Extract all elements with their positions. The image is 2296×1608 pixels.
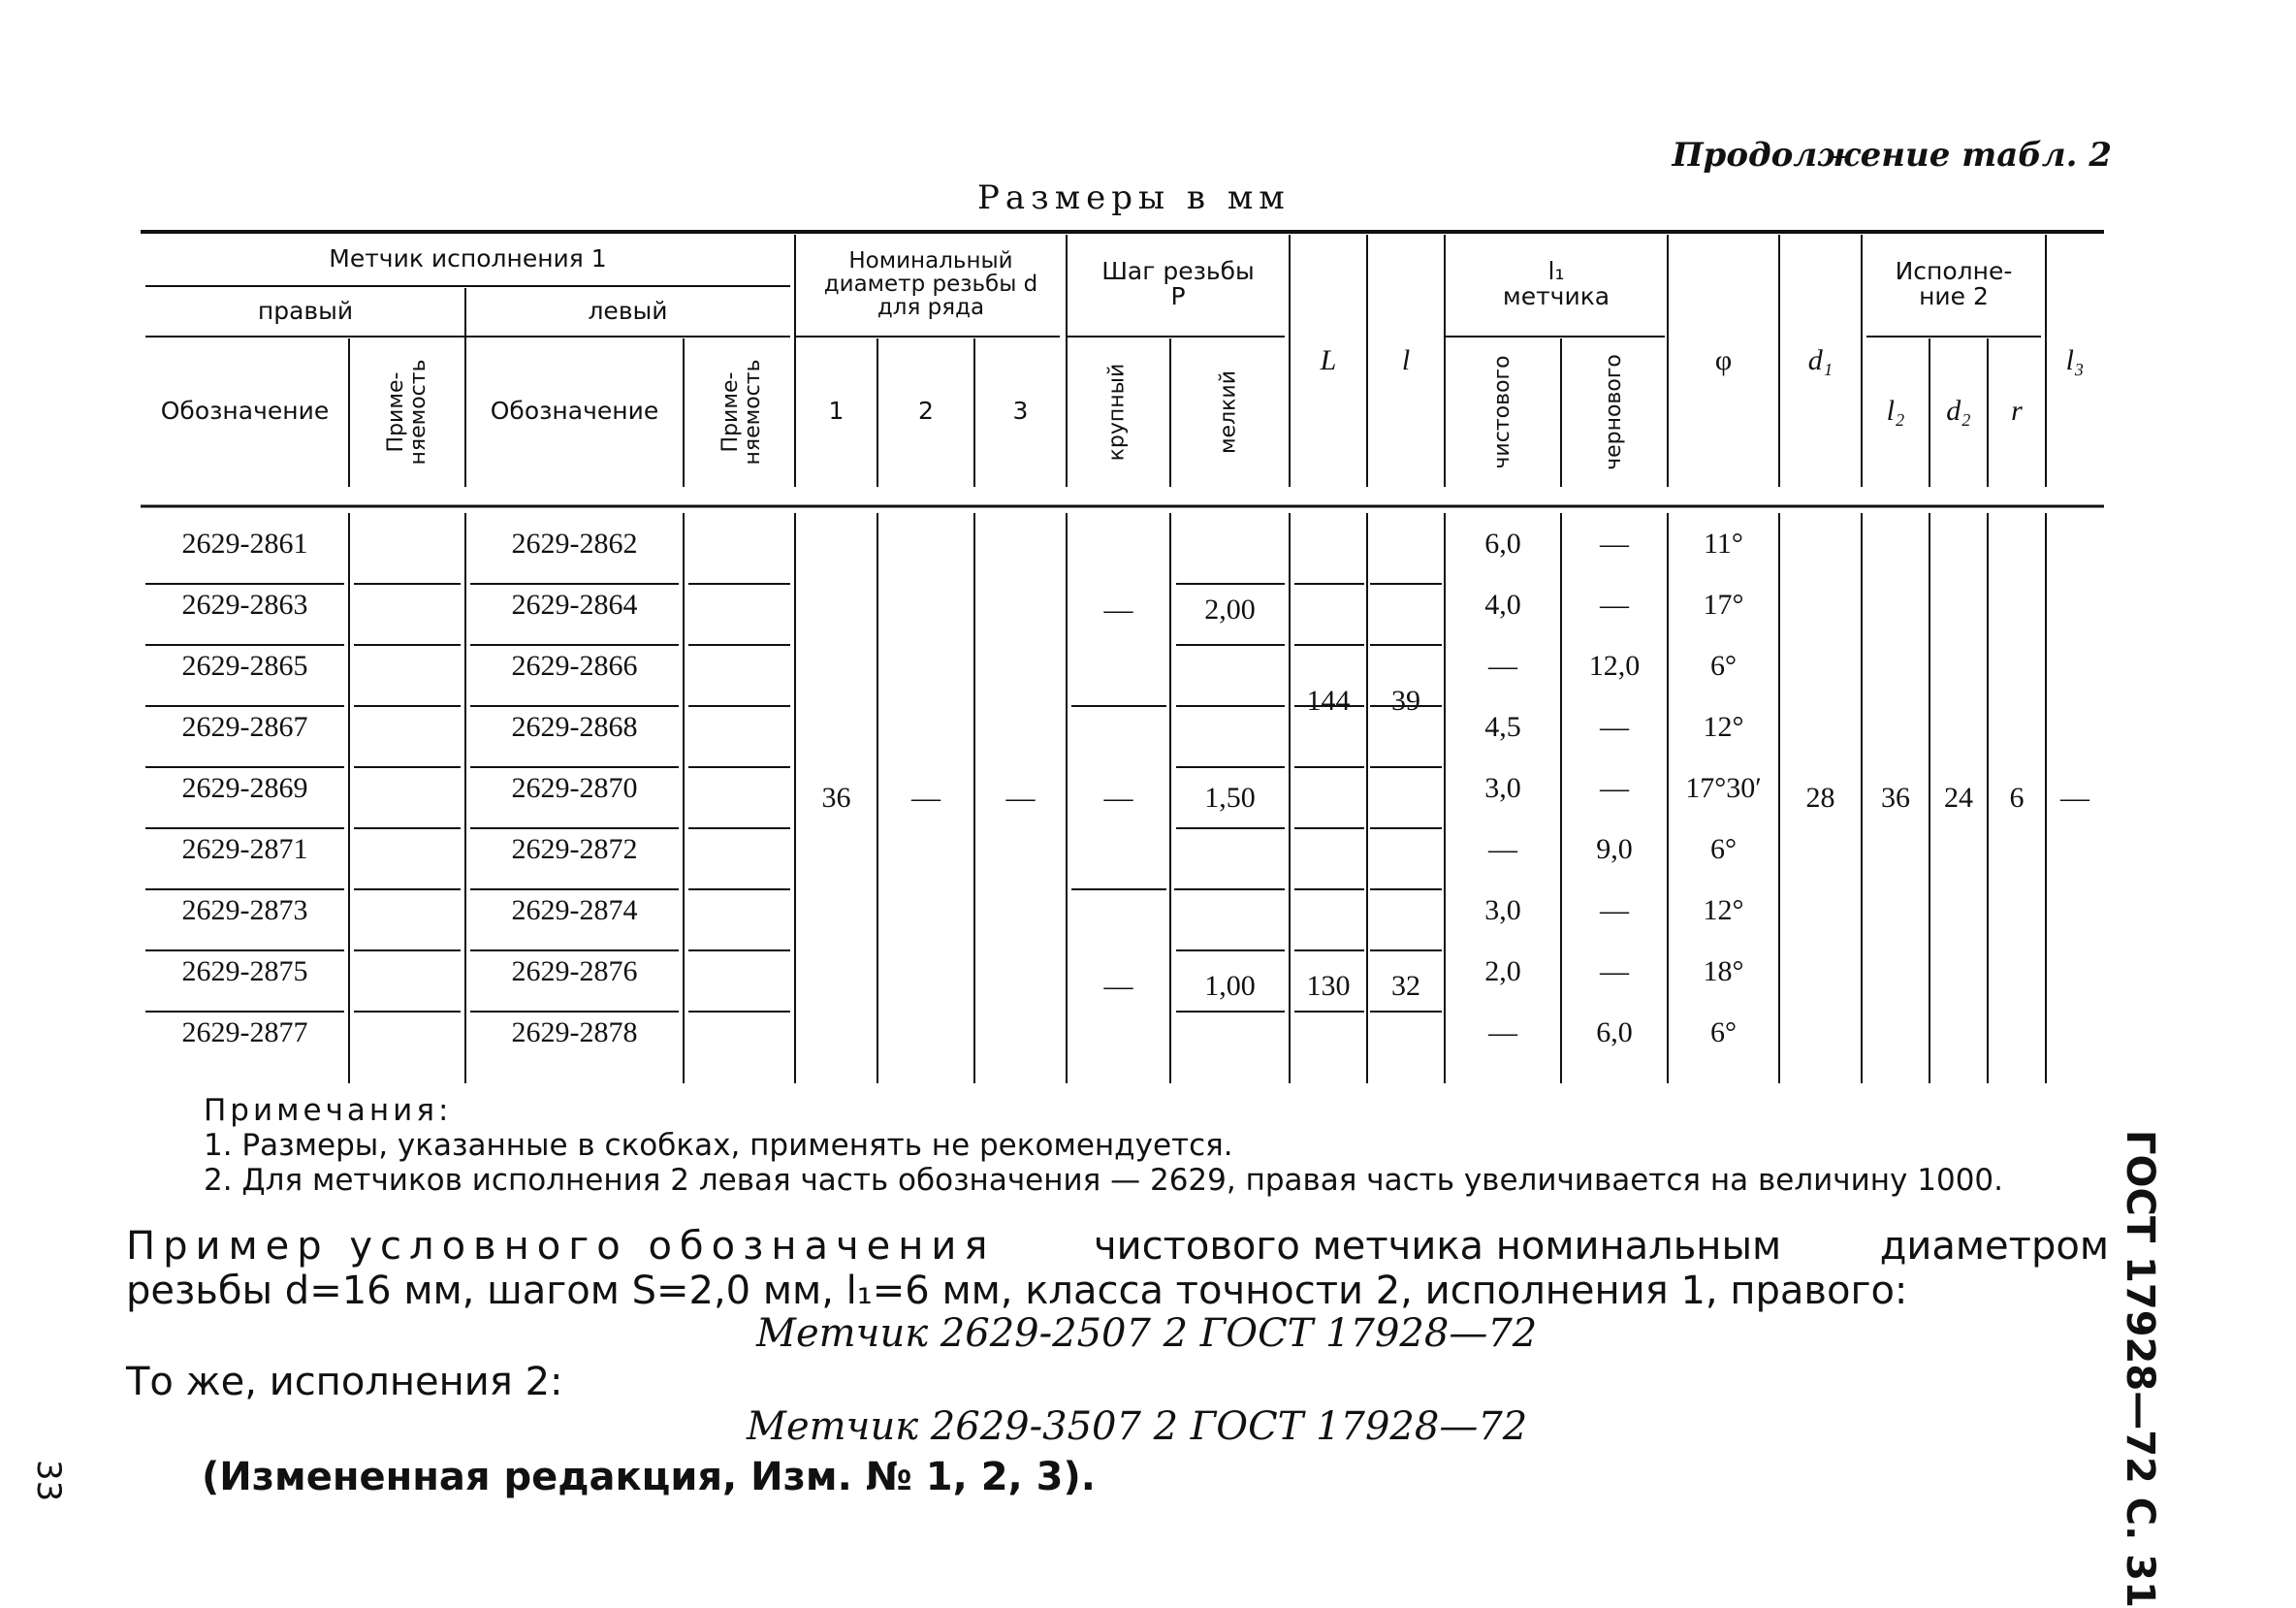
l1-roughing-cell: — bbox=[1600, 588, 1629, 621]
header-l3: l₃ bbox=[2065, 344, 2085, 377]
example-block bbox=[126, 1224, 2109, 1313]
header-applicability-left: Приме- няемость bbox=[718, 359, 765, 466]
l1-roughing-cell: — bbox=[1600, 771, 1629, 804]
note-1: 1. Размеры, указанные в скобках, применять не рекомендуется. bbox=[204, 1128, 1233, 1163]
l1-roughing-cell: 6,0 bbox=[1596, 1015, 1633, 1048]
amendment-note: (Измененная редакция, Изм. № 1, 2, 3). bbox=[202, 1455, 1096, 1499]
example-word-2: чистового метчика номинальным bbox=[1093, 1224, 1782, 1269]
header-exec2: Исполне- ние 2 bbox=[1895, 256, 2013, 310]
dimensions-table bbox=[141, 230, 2104, 1083]
designation-left-cell: 2629-2874 bbox=[511, 893, 638, 926]
designation-left-cell: 2629-2866 bbox=[511, 649, 638, 682]
header-d2: d₂ bbox=[1946, 395, 1971, 428]
example-same: То же, исполнения 2: bbox=[126, 1360, 563, 1404]
coarse-group-c: — bbox=[1103, 970, 1133, 1003]
header-right: правый bbox=[257, 296, 354, 325]
L-group-b: 130 bbox=[1306, 970, 1351, 1003]
designation-right-cell: 2629-2877 bbox=[181, 1015, 308, 1048]
header-phi: φ bbox=[1714, 344, 1733, 377]
header-row-3: 3 bbox=[1012, 396, 1029, 425]
nominal-row1-value: 36 bbox=[821, 782, 851, 815]
designation-right-cell: 2629-2865 bbox=[181, 649, 308, 682]
header-L: L bbox=[1320, 344, 1337, 377]
l1-roughing-cell: — bbox=[1600, 710, 1629, 743]
designation-right-cell: 2629-2873 bbox=[181, 893, 308, 926]
phi-cell: 12° bbox=[1703, 710, 1744, 743]
designation-right-cell: 2629-2871 bbox=[181, 832, 308, 865]
l1-finishing-cell: 3,0 bbox=[1484, 771, 1521, 804]
l1-roughing-cell: — bbox=[1600, 893, 1629, 926]
header-l2: l₂ bbox=[1886, 395, 1905, 428]
designation-right-cell: 2629-2863 bbox=[181, 588, 308, 621]
phi-cell: 17° bbox=[1703, 588, 1744, 621]
phi-cell: 17°30′ bbox=[1685, 771, 1762, 804]
phi-cell: 12° bbox=[1703, 893, 1744, 926]
header-coarse: крупный bbox=[1104, 363, 1130, 462]
l1-finishing-cell: — bbox=[1488, 649, 1517, 682]
l1-finishing-cell: — bbox=[1488, 832, 1517, 865]
continuation-label: Продолжение табл. 2 bbox=[1672, 136, 2112, 175]
header-designation-left: Обозначение bbox=[490, 396, 659, 425]
designation-left-cell: 2629-2876 bbox=[511, 954, 638, 987]
l2-value: 36 bbox=[1881, 782, 1910, 815]
l1-roughing-cell: — bbox=[1600, 527, 1629, 560]
nominal-row3-value: — bbox=[1005, 782, 1036, 815]
example-word-1: Пример условного обозначения bbox=[126, 1224, 996, 1269]
phi-cell: 6° bbox=[1710, 649, 1737, 682]
coarse-group-a: — bbox=[1103, 593, 1133, 626]
designation-right-cell: 2629-2867 bbox=[181, 710, 308, 743]
phi-cell: 11° bbox=[1704, 527, 1743, 560]
note-2: 2. Для метчиков исполнения 2 левая часть обозначения — 2629, правая часть увеличивается на величину 1000. bbox=[204, 1163, 2003, 1198]
example-line-2: резьбы d=16 мм, шагом S=2,0 мм, l₁=6 мм, класса точности 2, исполнения 1, правого: bbox=[126, 1269, 1908, 1313]
designation-right-cell: 2629-2861 bbox=[181, 527, 308, 560]
l-group-b: 32 bbox=[1391, 970, 1420, 1003]
designation-left-cell: 2629-2872 bbox=[511, 832, 638, 865]
l1-finishing-cell: — bbox=[1488, 1015, 1517, 1048]
r-value: 6 bbox=[2009, 782, 2025, 815]
nominal-row2-value: — bbox=[911, 782, 941, 815]
header-designation-right: Обозначение bbox=[160, 396, 330, 425]
l3-value: — bbox=[2060, 782, 2089, 815]
gost-side-label: ГОСТ 17928—72 С. 31 bbox=[2118, 1130, 2162, 1608]
phi-cell: 18° bbox=[1703, 954, 1744, 987]
fine-group-b: 1,50 bbox=[1204, 781, 1256, 814]
designation-right-cell: 2629-2875 bbox=[181, 954, 308, 987]
designation-left-cell: 2629-2864 bbox=[511, 588, 638, 621]
fine-group-a: 2,00 bbox=[1204, 593, 1256, 626]
L-group-a: 144 bbox=[1306, 685, 1351, 718]
designation-right-cell: 2629-2869 bbox=[181, 771, 308, 804]
header-row-2: 2 bbox=[918, 396, 934, 425]
header-left: левый bbox=[588, 296, 668, 325]
designation-left-cell: 2629-2868 bbox=[511, 710, 638, 743]
page-number: 33 bbox=[29, 1460, 68, 1502]
units-caption: Размеры в мм bbox=[977, 178, 1291, 217]
example-designation-2: Метчик 2629-3507 2 ГОСТ 17928—72 bbox=[747, 1404, 1528, 1449]
l1-finishing-cell: 6,0 bbox=[1484, 527, 1521, 560]
l1-finishing-cell: 4,0 bbox=[1484, 588, 1521, 621]
designation-left-cell: 2629-2870 bbox=[511, 771, 638, 804]
l1-roughing-cell: — bbox=[1600, 954, 1629, 987]
header-r: r bbox=[2011, 395, 2023, 428]
l1-roughing-cell: 12,0 bbox=[1588, 649, 1641, 682]
header-finishing: чистового bbox=[1490, 355, 1515, 469]
header-d1: d₁ bbox=[1807, 344, 1834, 377]
header-l: l bbox=[1401, 344, 1411, 377]
l1-finishing-cell: 2,0 bbox=[1484, 954, 1521, 987]
example-word-3: диаметром bbox=[1879, 1224, 2109, 1269]
header-row-1: 1 bbox=[828, 396, 845, 425]
designation-left-cell: 2629-2862 bbox=[511, 527, 638, 560]
phi-cell: 6° bbox=[1710, 832, 1737, 865]
header-applicability-right: Приме- няемость bbox=[383, 359, 430, 466]
l1-roughing-cell: 9,0 bbox=[1596, 832, 1633, 865]
designation-left-cell: 2629-2878 bbox=[511, 1015, 638, 1048]
header-pitch: Шаг резьбы P bbox=[1101, 256, 1255, 310]
coarse-group-b: — bbox=[1103, 781, 1133, 814]
d1-value: 28 bbox=[1805, 782, 1835, 815]
l1-finishing-cell: 3,0 bbox=[1484, 893, 1521, 926]
d2-value: 24 bbox=[1944, 782, 1973, 815]
header-nominal-diameter: Номинальный диаметр резьбы d для ряда bbox=[823, 247, 1038, 321]
l-group-a: 39 bbox=[1391, 685, 1420, 718]
header-roughing: чернового bbox=[1602, 354, 1627, 470]
l1-finishing-cell: 4,5 bbox=[1484, 710, 1521, 743]
phi-cell: 6° bbox=[1710, 1015, 1737, 1048]
notes-title: Примечания: bbox=[204, 1093, 453, 1128]
header-l1-tap: l₁ метчика bbox=[1502, 256, 1610, 310]
fine-group-c: 1,00 bbox=[1204, 970, 1256, 1003]
example-designation-1: Метчик 2629-2507 2 ГОСТ 17928—72 bbox=[756, 1311, 1538, 1356]
notes bbox=[204, 1093, 2003, 1198]
header-tap-exec1: Метчик исполнения 1 bbox=[329, 243, 607, 273]
header-fine: мелкий bbox=[1216, 370, 1241, 455]
